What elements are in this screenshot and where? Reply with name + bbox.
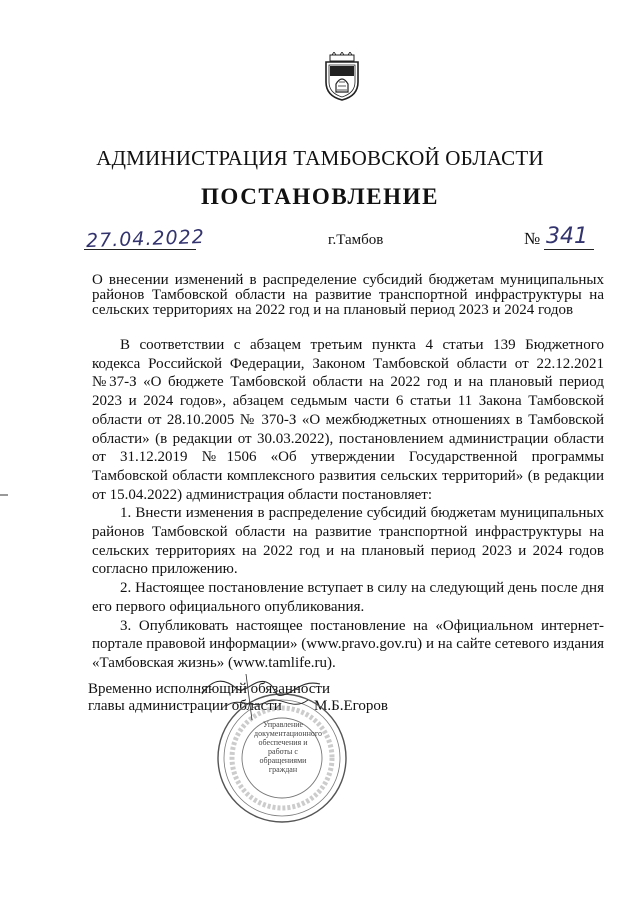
signatory-position-line-2: главы администрации области [88,698,282,714]
item-1-paragraph: 1. Внести изменения в распределение субсидий бюджетам муниципальных районов Тамбовской области на развитие транспортной инфраструктуры на сельских территориях на 2022 год и на плановый период 2023 и 2024 годов согласно приложению. [92,505,604,578]
document-number: 341 [546,224,588,249]
document-subject: О внесении изменений в распределение субсидий бюджетам муниципальных районов Тамбовской области на развитие транспортной инфраструктуры на сельских территориях на 2022 год и на плановый период 2023 и 2024 годов [92,272,604,318]
date-underline [84,249,196,250]
signatory-position-line-1: Временно исполняющий обязанности [88,681,331,697]
item-2-paragraph: 2. Настоящее постановление вступает в силу на следующий день после дня его первого официального опубликования. [92,580,604,615]
document-city: г.Тамбов [328,232,384,248]
document-date: 27.04.2022 [85,225,206,253]
document-number-label: № [524,229,541,248]
margin-mark [0,494,8,496]
handwritten-signature [196,666,326,726]
item-3-paragraph: 3. Опубликовать настоящее постановление на «Официальном интернет-портале правовой информации» (www.pravo.gov.ru) и на сайте сетевого издания «Тамбовская жизнь» (www.tamlife.ru). [92,617,604,671]
stamp-inner-text: Управление документационного обеспечения и работы с обращениями граждан [254,720,322,774]
preamble-paragraph: В соответствии с абзацем третьим пункта 4 статьи 139 Бюджетного кодекса Российской Федерации, Законом Тамбовской области от 22.12.2021 №37-З «О бюджете Тамбовской области на 2022 год и на плановый период 2023 и 2024 годов», абзацем седьмым части 6 статьи 11 Закона Тамбовской области от 28.10.2005 № 370-З «О межбюджетных отношениях в Тамбовской области» (в редакции от 30.03.2022), постановлением администрации области от 31.12.2019 №1506 «Об утверждении Государственной программы Тамбовской области комплексного развития сельских территорий» (в редакции от 15.04.2022) администрация области постановляет: [92,337,604,503]
coat-of-arms-icon [322,52,362,102]
organization-title: АДМИНИСТРАЦИЯ ТАМБОВСКОЙ ОБЛАСТИ [96,146,544,170]
number-underline [544,249,594,250]
document-type-title: ПОСТАНОВЛЕНИЕ [200,184,440,209]
signatory-name: М.Б.Егоров [314,698,388,714]
document-body [92,336,604,673]
